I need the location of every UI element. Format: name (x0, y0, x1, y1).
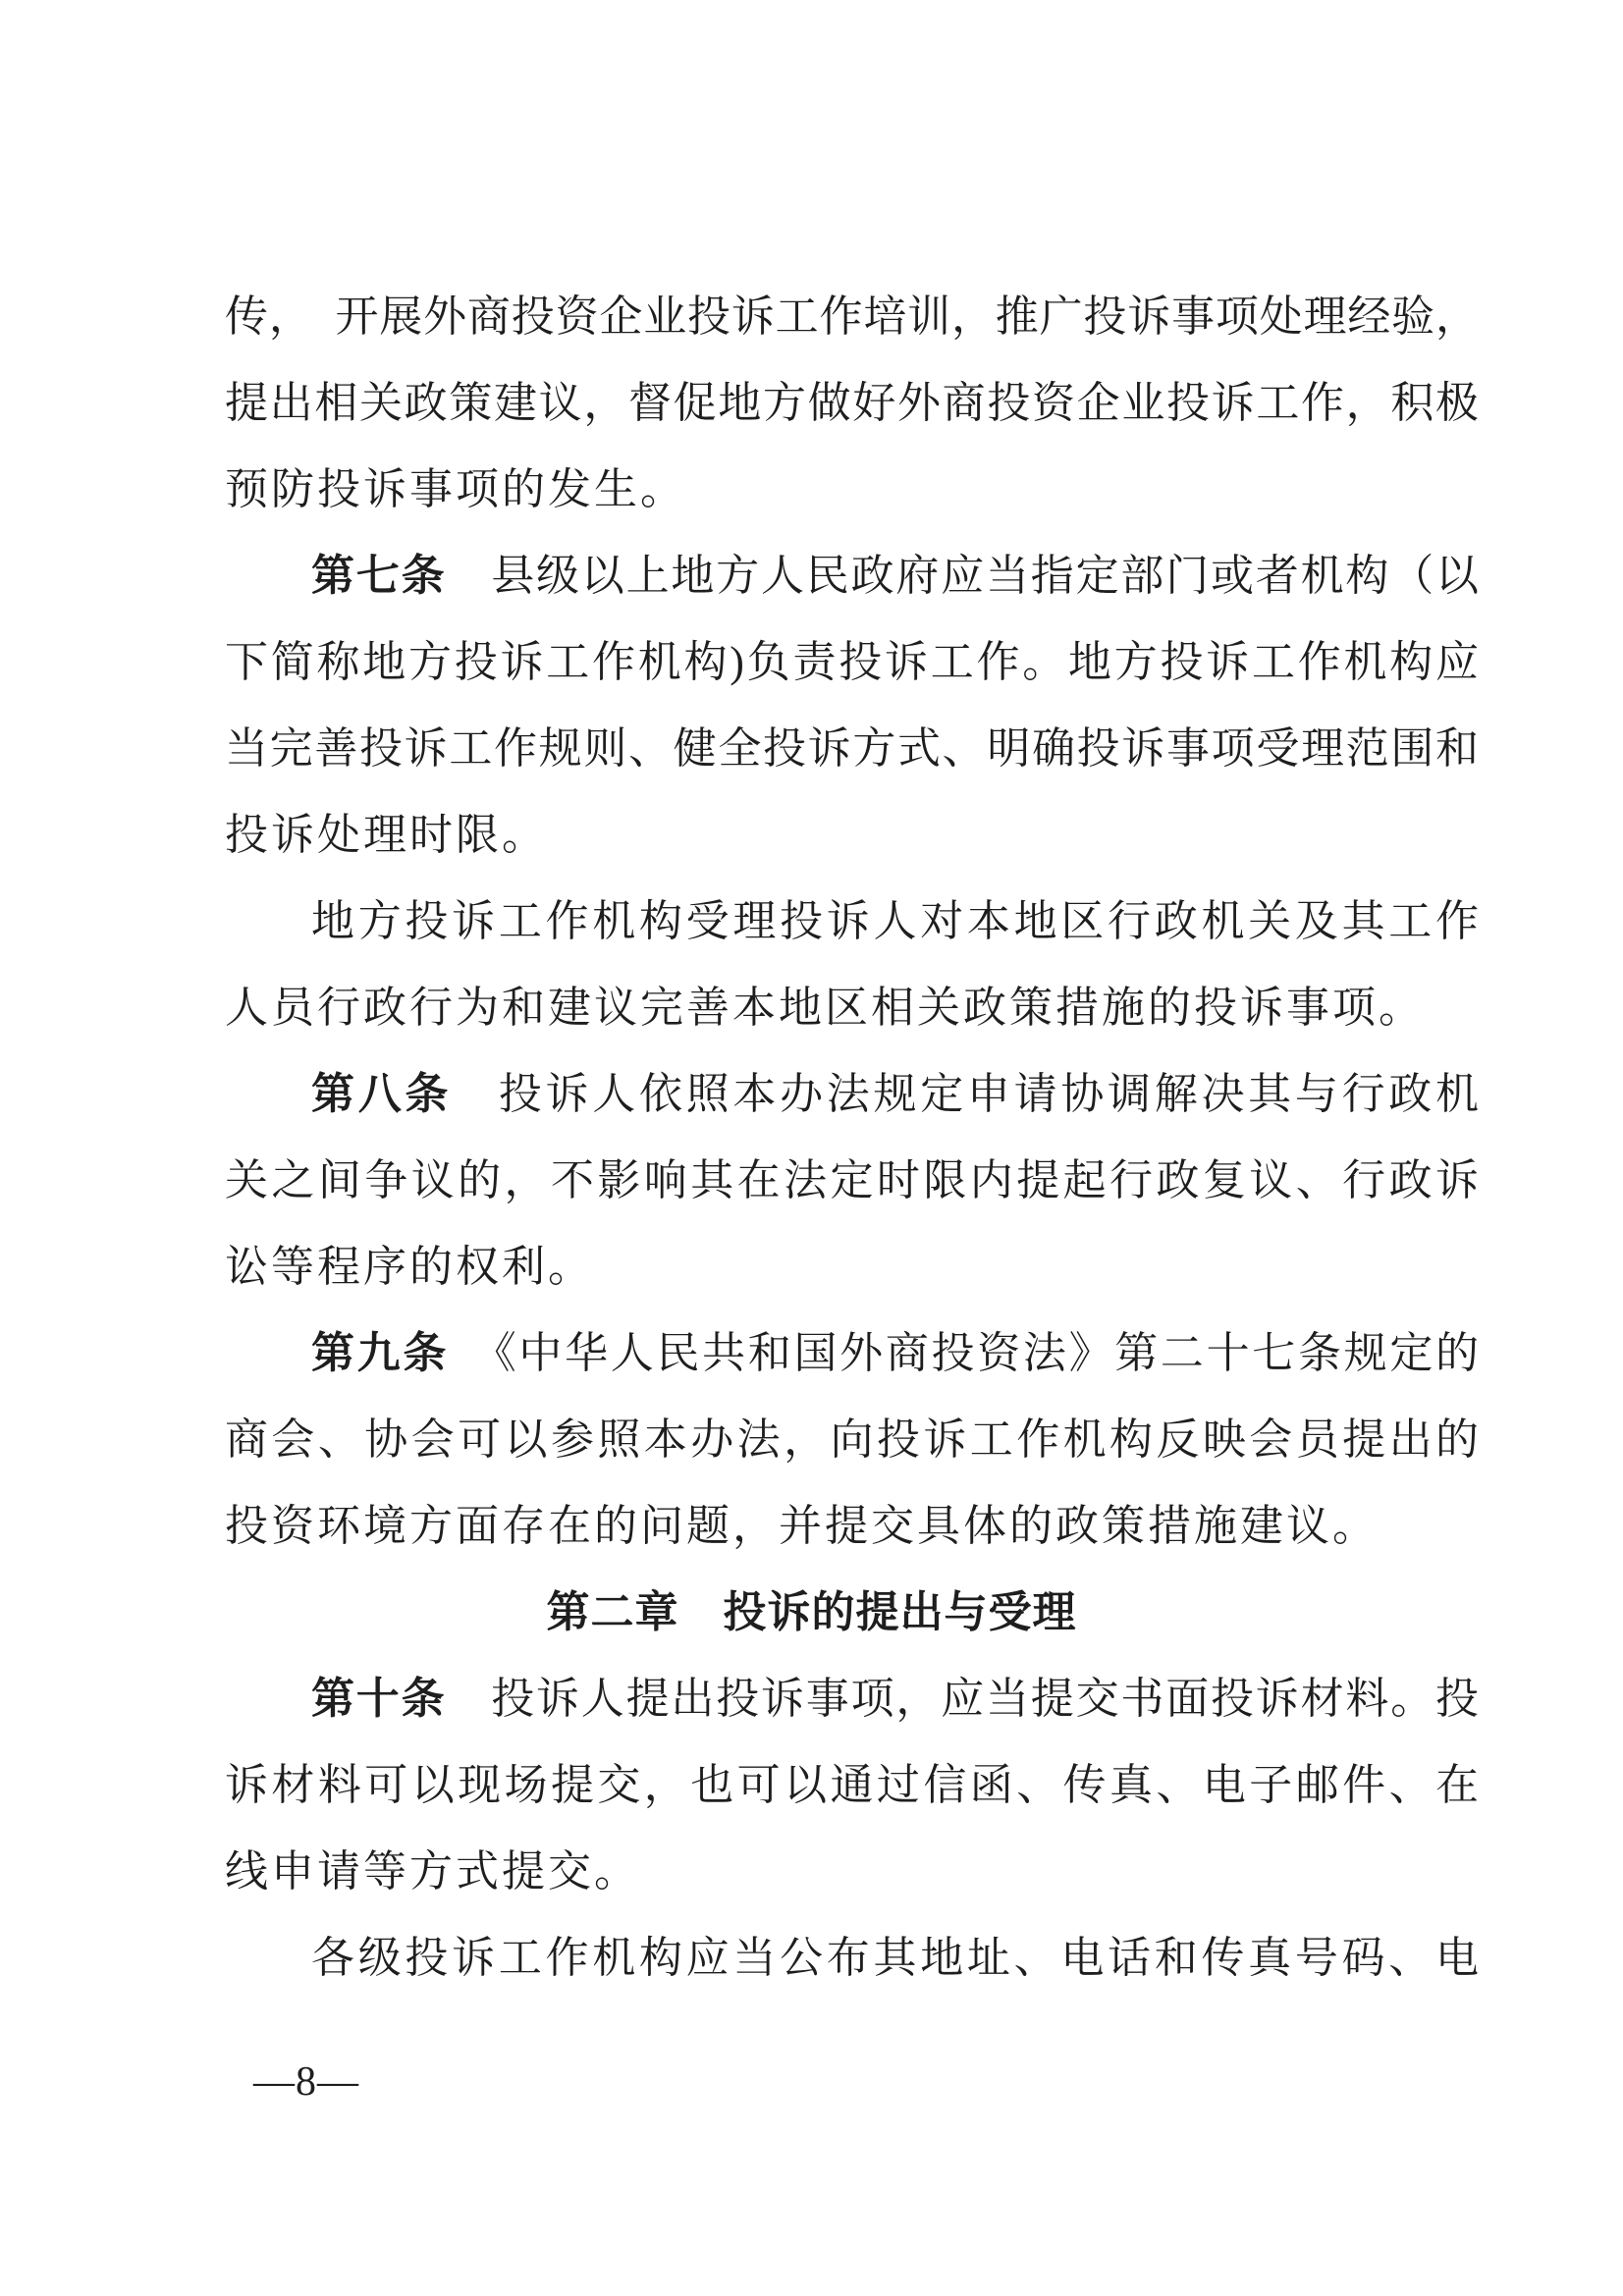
document-line (225, 360, 1479, 447)
document-line (225, 1742, 1479, 1829)
article-9-opening-line (225, 1310, 1479, 1397)
article-10-opening-line (225, 1656, 1479, 1742)
article-8-opening-line (225, 1051, 1479, 1138)
document-line (225, 879, 1479, 965)
article-number: 第七条 (311, 552, 447, 600)
line-text: 投资环境方面存在的问题，并提交具体的政策措施建议。 (225, 1502, 1379, 1550)
line-text: 关之间争议的，不影响其在法定时限内提起行政复议、行政诉 (225, 1156, 1479, 1204)
document-line (225, 706, 1479, 792)
line-text: 当完善投诉工作规则、健全投诉方式、明确投诉事项受理范围和 (225, 724, 1479, 773)
document-line (225, 965, 1479, 1051)
document-line (225, 1829, 1479, 1915)
chapter-heading-text: 第二章 投诉的提出与受理 (546, 1588, 1077, 1636)
line-text: 投诉处理时限。 (225, 811, 548, 859)
document-line (225, 1224, 1479, 1310)
line-text: 人员行政行为和建议完善本地区相关政策措施的投诉事项。 (225, 984, 1425, 1032)
line-text: 各级投诉工作机构应当公布其地址、电话和传真号码、电 (311, 1934, 1479, 1982)
line-text: 诉材料可以现场提交，也可以通过信函、传真、电子邮件、在 (225, 1761, 1479, 1809)
line-text: 线申请等方式提交。 (225, 1847, 640, 1896)
line-text: 投诉人依照本办法规定申请协调解决其与行政机 (452, 1070, 1479, 1118)
line-text: 下简称地方投诉工作机构)负责投诉工作。地方投诉工作机构应 (225, 638, 1479, 686)
line-text: 县级以上地方人民政府应当指定部门或者机构（以 (446, 552, 1480, 600)
article-number: 第八条 (311, 1070, 453, 1118)
chapter-heading (185, 1570, 1438, 1656)
document-line (225, 619, 1479, 706)
line-text: 《中华人民共和国外商投资法》第二十七条规定的 (449, 1329, 1480, 1377)
document-line (225, 447, 1479, 533)
document-line (225, 792, 1479, 879)
line-text: 地方投诉工作机构受理投诉人对本地区行政机关及其工作 (311, 897, 1479, 945)
page-number: —8— (253, 2059, 359, 2105)
article-number: 第十条 (311, 1675, 447, 1723)
article-7-opening-line (225, 533, 1479, 619)
article-number: 第九条 (311, 1329, 450, 1377)
line-text: 预防投诉事项的发生。 (225, 465, 686, 513)
document-line (225, 1483, 1479, 1570)
line-text: 传， 开展外商投资企业投诉工作培训，推广投诉事项处理经验， (225, 293, 1479, 341)
line-text: 提出相关政策建议，督促地方做好外商投资企业投诉工作，积极 (225, 379, 1479, 427)
line-text: 讼等程序的权利。 (225, 1243, 594, 1291)
text-block (225, 274, 1479, 2002)
line-text: 商会、协会可以参照本办法，向投诉工作机构反映会员提出的 (225, 1415, 1479, 1464)
line-text: 投诉人提出投诉事项，应当提交书面投诉材料。投 (446, 1675, 1480, 1723)
document-line (225, 274, 1479, 360)
document-line (225, 1397, 1479, 1483)
document-line (225, 1915, 1479, 2002)
document-line (225, 1138, 1479, 1224)
